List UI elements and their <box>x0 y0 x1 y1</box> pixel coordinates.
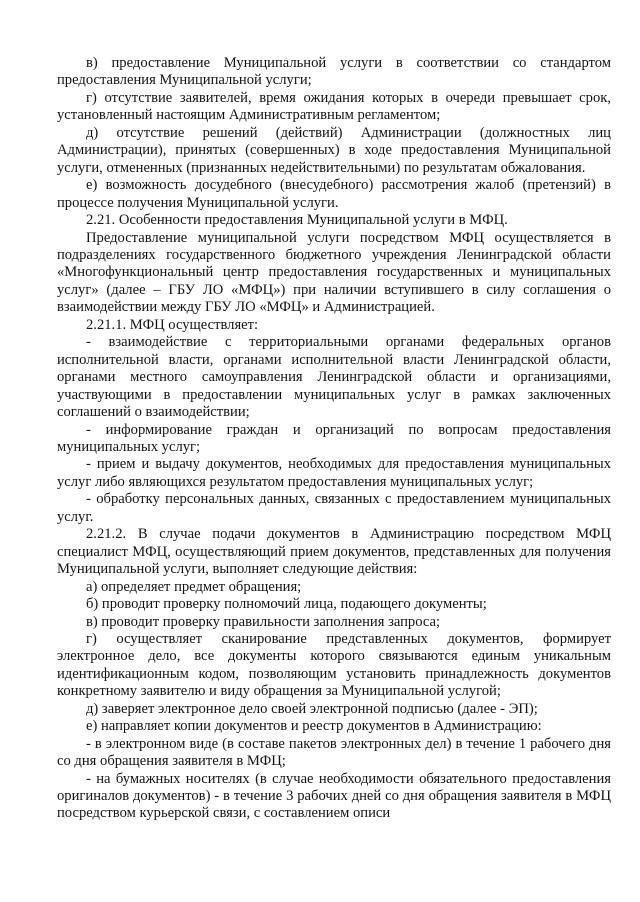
action-item-b: б) проводит проверку полномочий лица, подающего документы; <box>86 596 487 613</box>
paragraph-item-g: г) отсутствие заявителей, время ожидания которых в очереди превышает срок, установленный настоящим Административным регламентом; <box>57 89 611 124</box>
paragraph-item-v: в) предоставление Муниципальной услуги в соответствии со стандартом предоставления Муниципальной услуги; <box>57 55 611 89</box>
action-item-e: е) направляет копии документов и реестр документов в Администрацию: <box>86 718 542 735</box>
bullet-paper: - на бумажных носителях (в случае необходимости обязательного предоставления оригиналов документов) - в течение 3 рабочих дней со дня обращения заявителя в МФЦ посредством курьерской связи, с составлением описи <box>57 770 611 822</box>
section-heading-2-21-1: 2.21.1. МФЦ осуществляет: <box>86 316 259 333</box>
paragraph-item-d: д) отсутствие решений (действий) Администрации (должностных лиц Администрации), принятых (совершенных) в ходе предоставления Муниципальной услуги, отмененных (признанных недействительными) по результатам обжалования. <box>57 124 611 176</box>
action-item-a: а) определяет предмет обращения; <box>86 578 302 595</box>
section-heading-2-21: 2.21. Особенности предоставления Муниципальной услуги в МФЦ. <box>86 212 508 229</box>
paragraph-mfc-provision: Предоставление муниципальной услуги посредством МФЦ осуществляется в подразделениях государственного бюджетного учреждения Ленинградской области «Многофункциональный центр предоставления государственных и муниципальных услуг» (далее – ГБУ ЛО «МФЦ») при наличии вступившего в силу соглашения о взаимодействии между ГБУ ЛО «МФЦ» и Администрацией. <box>57 229 611 316</box>
paragraph-item-e: е) возможность досудебного (внесудебного) рассмотрения жалоб (претензий) в процессе получения Муниципальной услуги. <box>57 177 611 211</box>
action-item-d: д) заверяет электронное дело своей электронной подписью (далее - ЭП); <box>86 700 538 717</box>
bullet-interaction: - взаимодействие с территориальными органами федеральных органов исполнительной власти, органами исполнительной власти Ленинградской области, органами местного самоуправления Ленинградской области и организациями, участвующими в предоставлении муниципальных услуг в рамках заключенных соглашений о взаимодействии; <box>57 334 611 421</box>
bullet-electronic: - в электронном виде (в составе пакетов электронных дел) в течение 1 рабочего дня со дня обращения заявителя в МФЦ; <box>57 735 611 770</box>
bullet-personal-data: - обработку персональных данных, связанных с предоставлением муниципальных услуг. <box>57 491 611 525</box>
bullet-informing: - информирование граждан и организаций по вопросам предоставления муниципальных услуг; <box>57 421 611 455</box>
document-body <box>57 55 611 823</box>
action-item-g: г) осуществляет сканирование представленных документов, формирует электронное дело, все документы которого связываются единым уникальным идентификационным кодом, позволяющим установить принадлежность документов конкретному заявителю и виду обращения за Муниципальной услугой; <box>57 630 611 700</box>
bullet-documents: - прием и выдачу документов, необходимых для предоставления муниципальных услуг либо являющихся результатом предоставления муниципальных услуг; <box>57 456 611 490</box>
action-item-v: в) проводит проверку правильности заполнения запроса; <box>86 613 441 630</box>
section-paragraph-2-21-2: 2.21.2. В случае подачи документов в Администрацию посредством МФЦ специалист МФЦ, осуществляющий прием документов, представленных для получения Муниципальной услуги, выполняет следующие действия: <box>57 526 611 578</box>
